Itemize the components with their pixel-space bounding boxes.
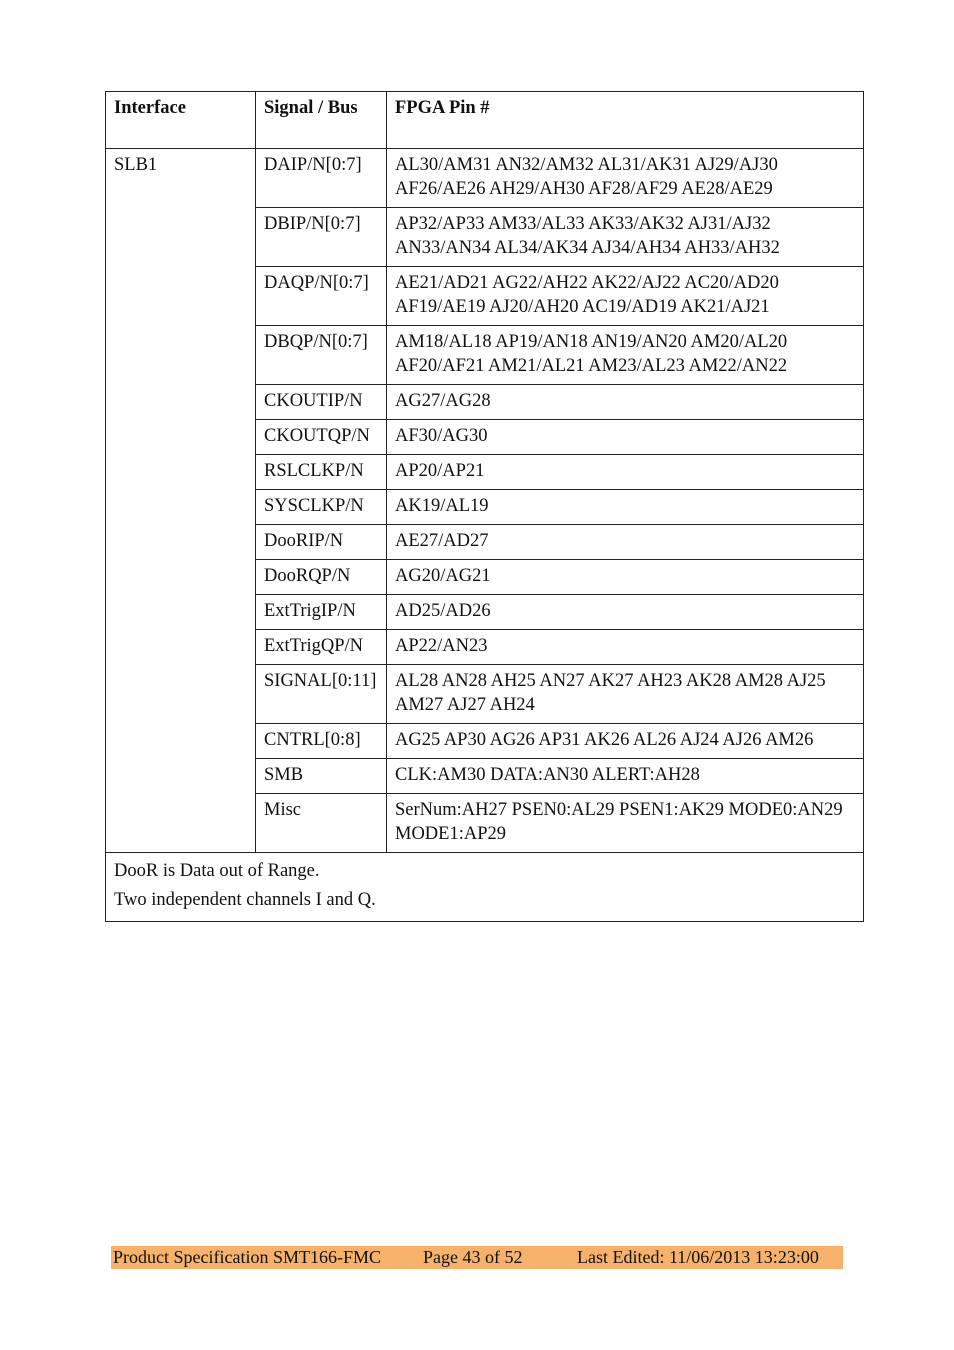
pin-cell: AM18/AL18 AP19/AN18 AN19/AN20 AM20/AL20 AF20/AF21 AM21/AL21 AM23/AL23 AM22/AN22 bbox=[387, 326, 864, 385]
fpga-pin-table bbox=[105, 91, 864, 922]
footer-page-number: Page 43 of 52 bbox=[423, 1247, 523, 1267]
signal-cell: ExtTrigQP/N bbox=[256, 630, 387, 665]
pin-cell: AP22/AN23 bbox=[387, 630, 864, 665]
signal-cell: SIGNAL[0:11] bbox=[256, 665, 387, 724]
note-channels: Two independent channels I and Q. bbox=[114, 890, 376, 910]
pin-cell: AG27/AG28 bbox=[387, 385, 864, 420]
signal-cell: DAQP/N[0:7] bbox=[256, 267, 387, 326]
footer-product: Product Specification SMT166-FMC bbox=[113, 1247, 381, 1267]
header-fpga-pin: FPGA Pin # bbox=[387, 92, 864, 149]
pin-cell: AE21/AD21 AG22/AH22 AK22/AJ22 AC20/AD20 AF19/AE19 AJ20/AH20 AC19/AD19 AK21/AJ21 bbox=[387, 267, 864, 326]
signal-cell: CNTRL[0:8] bbox=[256, 724, 387, 759]
signal-cell: RSLCLKP/N bbox=[256, 455, 387, 490]
pin-cell: AP32/AP33 AM33/AL33 AK33/AK32 AJ31/AJ32 AN33/AN34 AL34/AK34 AJ34/AH34 AH33/AH32 bbox=[387, 208, 864, 267]
header-interface: Interface bbox=[106, 92, 256, 149]
pin-cell: AP20/AP21 bbox=[387, 455, 864, 490]
pin-cell: AF30/AG30 bbox=[387, 420, 864, 455]
signal-cell: ExtTrigIP/N bbox=[256, 595, 387, 630]
signal-cell: DooRQP/N bbox=[256, 560, 387, 595]
page-footer bbox=[111, 1246, 843, 1269]
pin-cell: AG25 AP30 AG26 AP31 AK26 AL26 AJ24 AJ26 AM26 bbox=[387, 724, 864, 759]
signal-cell: SYSCLKP/N bbox=[256, 490, 387, 525]
table-notes-row bbox=[106, 853, 864, 922]
note-door-definition: DooR is Data out of Range. bbox=[114, 861, 320, 881]
signal-cell: DBQP/N[0:7] bbox=[256, 326, 387, 385]
footer-last-edited: Last Edited: 11/06/2013 13:23:00 bbox=[577, 1247, 819, 1267]
interface-cell: SLB1 bbox=[106, 149, 256, 853]
table-header-row bbox=[106, 92, 864, 149]
pin-cell: AL30/AM31 AN32/AM32 AL31/AK31 AJ29/AJ30 AF26/AE26 AH29/AH30 AF28/AF29 AE28/AE29 bbox=[387, 149, 864, 208]
pin-cell: AE27/AD27 bbox=[387, 525, 864, 560]
signal-cell: CKOUTIP/N bbox=[256, 385, 387, 420]
pin-cell: AD25/AD26 bbox=[387, 595, 864, 630]
signal-cell: CKOUTQP/N bbox=[256, 420, 387, 455]
table-notes bbox=[106, 853, 864, 922]
signal-cell: DAIP/N[0:7] bbox=[256, 149, 387, 208]
signal-cell: DooRIP/N bbox=[256, 525, 387, 560]
signal-cell: SMB bbox=[256, 759, 387, 794]
header-signal-bus: Signal / Bus bbox=[256, 92, 387, 149]
pin-cell: AK19/AL19 bbox=[387, 490, 864, 525]
pin-cell: SerNum:AH27 PSEN0:AL29 PSEN1:AK29 MODE0:AN29 MODE1:AP29 bbox=[387, 794, 864, 853]
pin-cell: CLK:AM30 DATA:AN30 ALERT:AH28 bbox=[387, 759, 864, 794]
signal-cell: Misc bbox=[256, 794, 387, 853]
table-row bbox=[106, 149, 864, 208]
pin-cell: AL28 AN28 AH25 AN27 AK27 AH23 AK28 AM28 AJ25 AM27 AJ27 AH24 bbox=[387, 665, 864, 724]
pin-cell: AG20/AG21 bbox=[387, 560, 864, 595]
signal-cell: DBIP/N[0:7] bbox=[256, 208, 387, 267]
